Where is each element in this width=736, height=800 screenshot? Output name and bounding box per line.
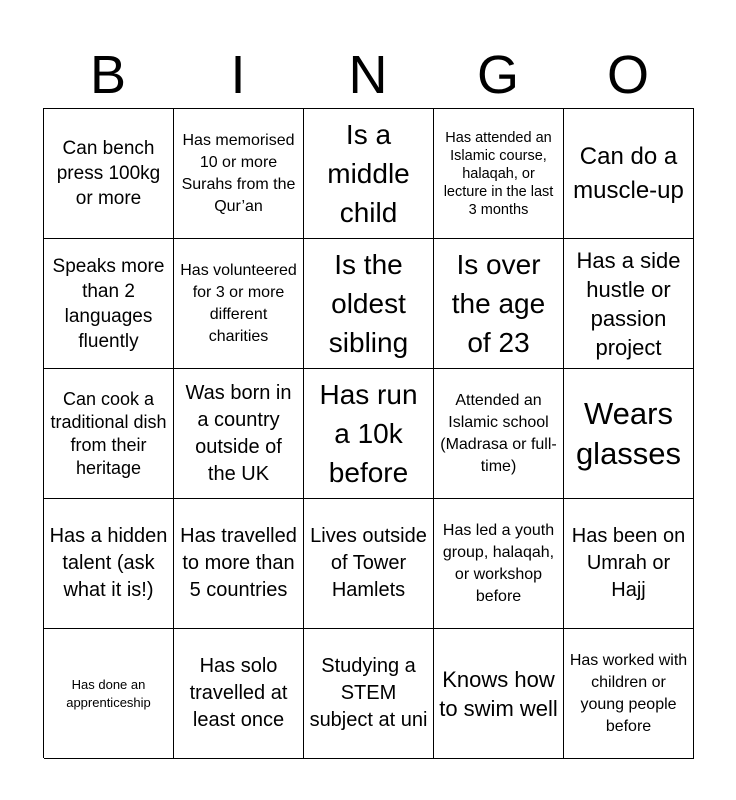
- cell-text: Is over the age of 23: [451, 249, 546, 358]
- bingo-cell[interactable]: [304, 629, 434, 759]
- cell-text: Is a middle child: [327, 119, 410, 228]
- bingo-cell[interactable]: [304, 109, 434, 239]
- cell-text: Has travelled to more than 5 countries: [180, 525, 297, 601]
- cell-text: Can bench press 100kg or more: [56, 138, 161, 209]
- cell-text: Studying a STEM subject at uni: [309, 655, 428, 731]
- bingo-cell[interactable]: [174, 109, 304, 239]
- cell-text: Has memorised 10 or more Surahs from the Qur’an: [181, 131, 296, 215]
- cell-text: Wears glasses: [575, 395, 682, 471]
- bingo-cell[interactable]: [434, 109, 564, 239]
- cell-text: Has been on Umrah or Hajj: [571, 525, 686, 601]
- bingo-cell[interactable]: [174, 629, 304, 759]
- bingo-cell[interactable]: [174, 499, 304, 629]
- cell-text: Has solo travelled at least once: [189, 655, 288, 731]
- bingo-cell[interactable]: [434, 499, 564, 629]
- cell-text: Has a hidden talent (ask what it is!): [49, 525, 168, 601]
- header-letter-g: G: [476, 45, 519, 105]
- bingo-cell[interactable]: [174, 239, 304, 369]
- cell-text: Has volunteered for 3 or more different charities: [180, 261, 297, 345]
- bingo-header: [43, 42, 693, 108]
- bingo-cell[interactable]: [434, 629, 564, 759]
- bingo-cell[interactable]: [304, 499, 434, 629]
- cell-text: Attended an Islamic school (Madrasa or full-time): [440, 391, 557, 475]
- bingo-cell[interactable]: [174, 369, 304, 499]
- bingo-cell[interactable]: [564, 629, 694, 759]
- bingo-cell[interactable]: [44, 109, 174, 239]
- bingo-cell[interactable]: [564, 109, 694, 239]
- cell-text: Was born in a country outside of the UK: [185, 381, 292, 485]
- header-letter-i: I: [230, 45, 246, 105]
- cell-text: Lives outside of Tower Hamlets: [310, 525, 427, 601]
- bingo-cell[interactable]: [44, 629, 174, 759]
- header-letter-n: N: [348, 45, 388, 105]
- cell-text: Is the oldest sibling: [328, 249, 409, 358]
- bingo-cell[interactable]: [44, 369, 174, 499]
- bingo-cell[interactable]: [564, 239, 694, 369]
- cell-text: Speaks more than 2 languages fluently: [52, 255, 165, 352]
- cell-text: Has run a 10k before: [319, 379, 418, 488]
- header-letter-b: B: [89, 45, 127, 105]
- bingo-cell[interactable]: [44, 239, 174, 369]
- cell-text: Has attended an Islamic course, halaqah, or lecture in the last 3 months: [443, 129, 554, 218]
- bingo-cell[interactable]: [434, 369, 564, 499]
- cell-text: Has worked with children or young people before: [569, 651, 688, 735]
- bingo-cell[interactable]: [304, 369, 434, 499]
- cell-text: Can do a muscle-up: [573, 142, 684, 204]
- bingo-cell[interactable]: [44, 499, 174, 629]
- cell-text: Knows how to swim well: [439, 666, 558, 721]
- header-letter-o: O: [606, 45, 649, 105]
- bingo-cell[interactable]: [304, 239, 434, 369]
- cell-text: Has done an apprenticeship: [66, 676, 151, 710]
- cell-text: Can cook a traditional dish from their heritage: [50, 388, 167, 478]
- cell-text: Has led a youth group, halaqah, or workshop before: [442, 521, 555, 605]
- bingo-cell[interactable]: [564, 499, 694, 629]
- bingo-cell[interactable]: [434, 239, 564, 369]
- cell-text: Has a side hustle or passion project: [576, 247, 681, 360]
- bingo-grid: [43, 108, 694, 758]
- bingo-cell[interactable]: [564, 369, 694, 499]
